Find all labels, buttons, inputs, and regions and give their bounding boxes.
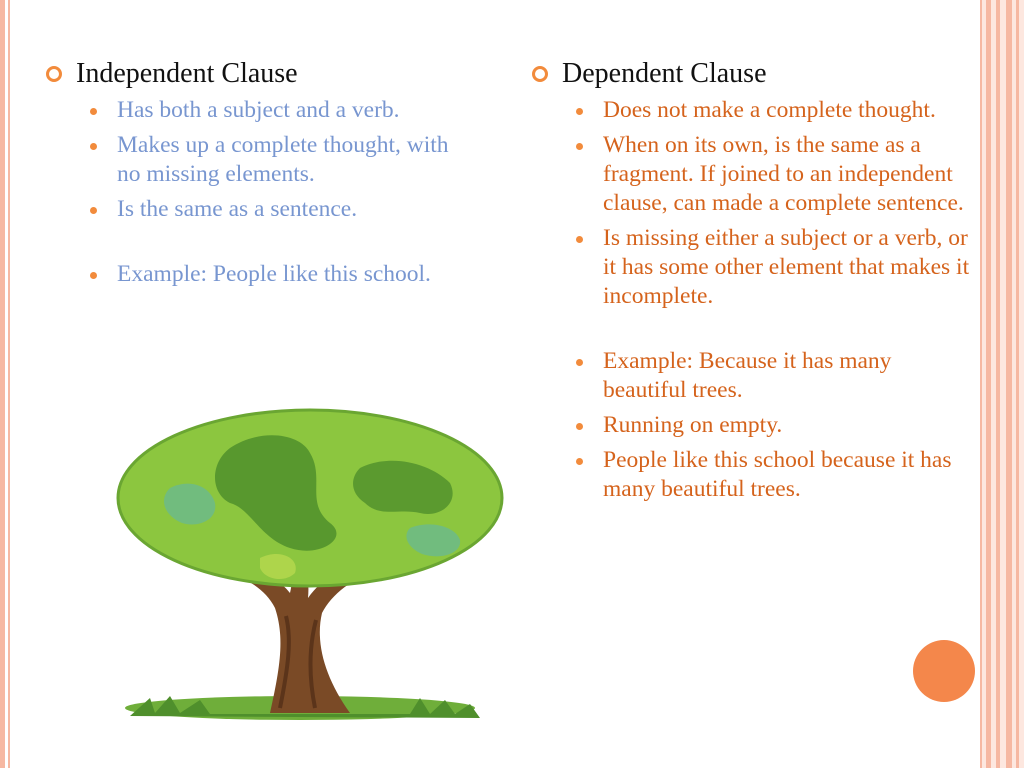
- list-item: Example: People like this school.: [46, 260, 456, 289]
- right-stripe-1: [980, 0, 982, 768]
- dependent-clause-heading: [532, 58, 972, 90]
- dependent-clause-list: [532, 96, 972, 504]
- independent-clause-list: [46, 96, 456, 289]
- ring-bullet-icon: [532, 66, 548, 82]
- list-item: Has both a subject and a verb.: [46, 96, 456, 125]
- list-item: Running on empty.: [532, 411, 972, 440]
- right-stripe-2: [986, 0, 991, 768]
- right-stripe-5: [1016, 0, 1019, 768]
- ring-bullet-icon: [46, 66, 62, 82]
- left-border-thin-stripe: [8, 0, 10, 768]
- right-stripe-3: [996, 0, 1000, 768]
- list-item: Example: Because it has many beautiful trees.: [532, 347, 972, 405]
- list-item: Does not make a complete thought.: [532, 96, 972, 125]
- independent-clause-column: [46, 58, 456, 295]
- list-item: When on its own, is the same as a fragment. If joined to an independent clause, can made a complete sentence.: [532, 131, 972, 218]
- right-stripe-4: [1006, 0, 1012, 768]
- list-item: People like this school because it has many beautiful trees.: [532, 446, 972, 504]
- list-item: Is missing either a subject or a verb, or it has some other element that makes it incomplete.: [532, 224, 972, 311]
- decorative-circle: [913, 640, 975, 702]
- heading-text: Independent Clause: [76, 58, 298, 89]
- independent-clause-heading: [46, 58, 456, 90]
- heading-text: Dependent Clause: [562, 58, 767, 89]
- list-item: Is the same as a sentence.: [46, 195, 456, 224]
- tree-illustration: [110, 408, 510, 728]
- left-border-stripe: [0, 0, 5, 768]
- list-item: Makes up a complete thought, with no missing elements.: [46, 131, 456, 189]
- dependent-clause-column: [532, 58, 972, 510]
